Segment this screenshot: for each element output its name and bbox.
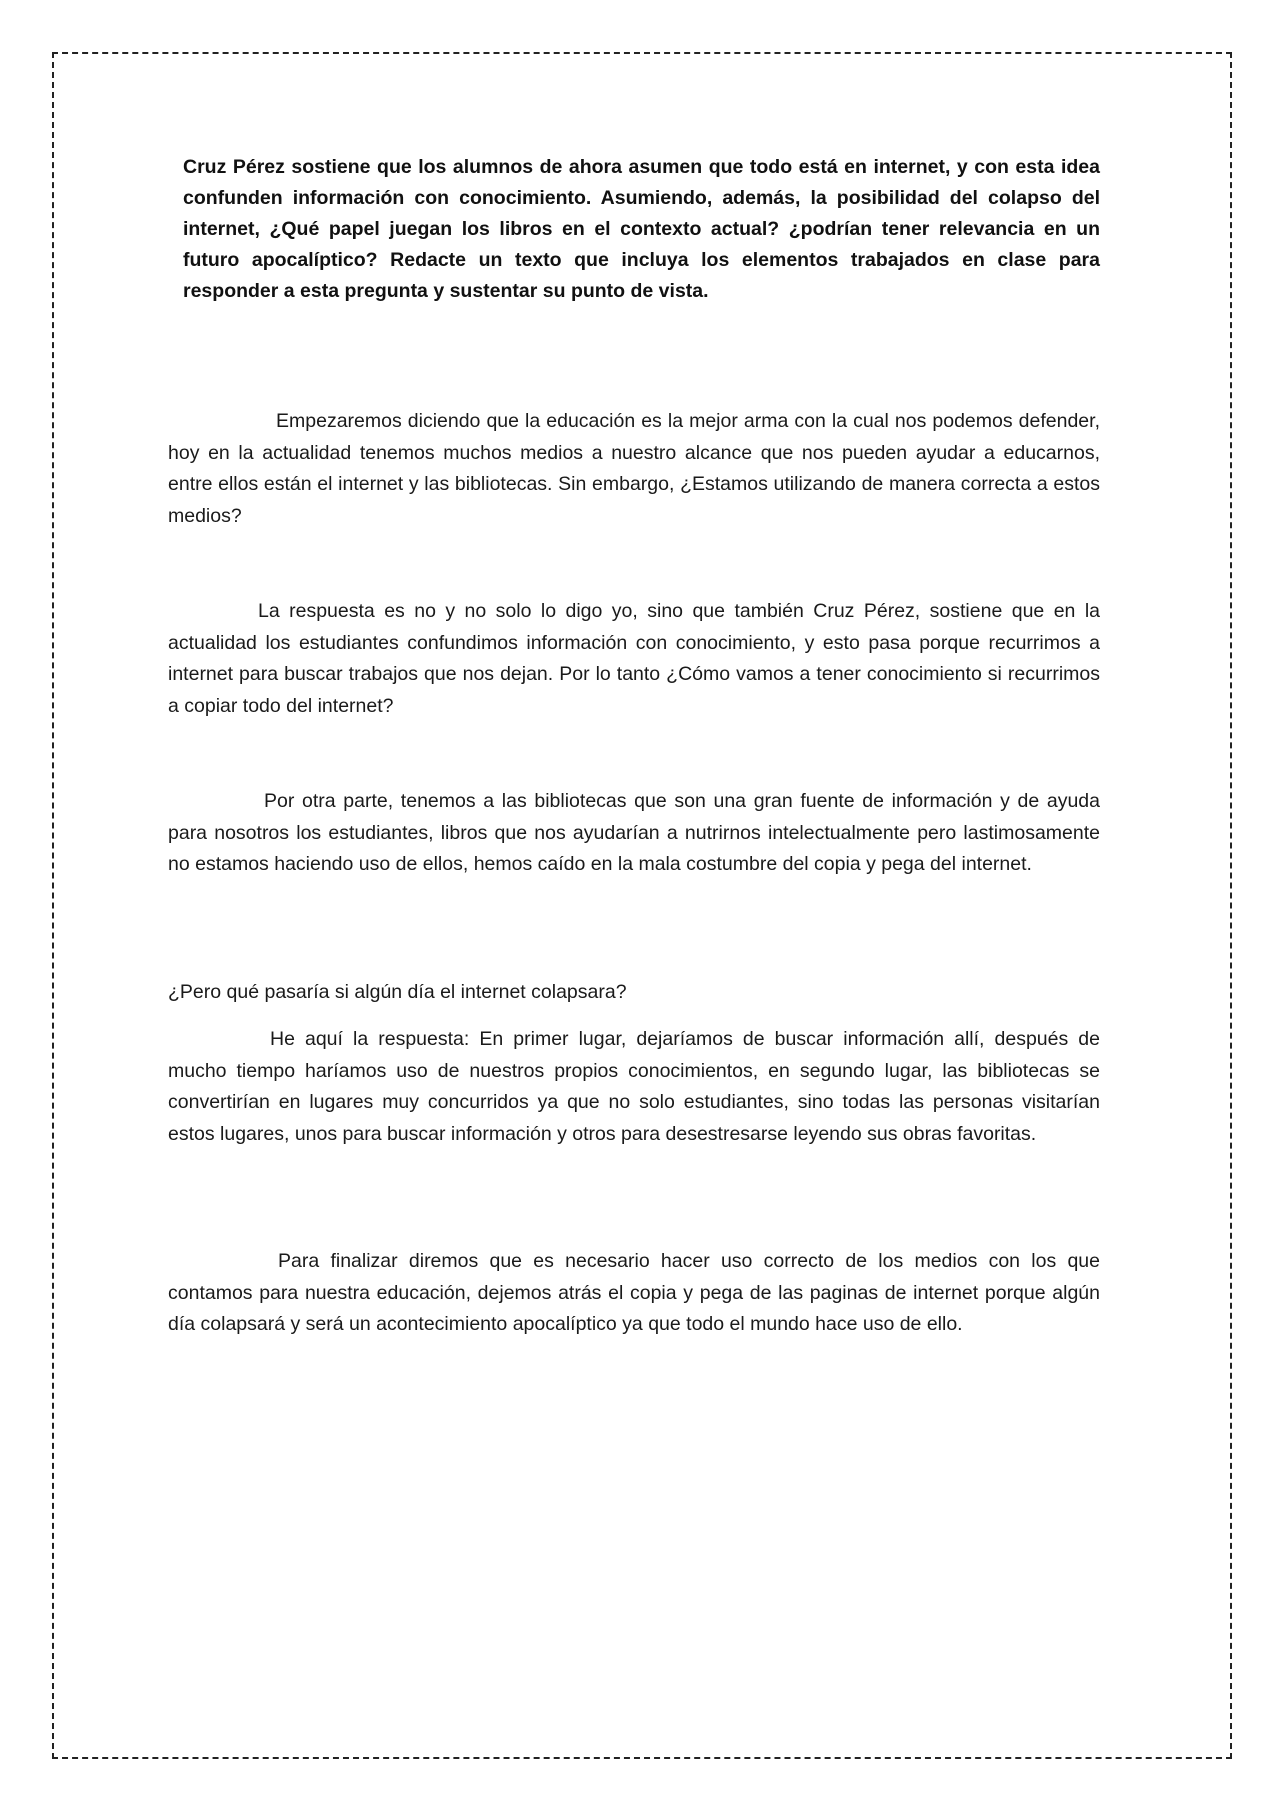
paragraph-conclusion: Para finalizar diremos que es necesario hacer uso correcto de los medios con los que contamos para nuestra educación, dejemos atrás el copia y pega de las paginas de internet porque algún día colapsará y será un acontecimiento apocalíptico ya que todo el mundo hace uso de ello. — [168, 1250, 1100, 1335]
paragraph-answer: La respuesta es no y no solo lo digo yo, sino que también Cruz Pérez, sostiene que en la actualidad los estudiantes confundimos información con conocimiento, y esto pasa porque recurrimos a internet para buscar trabajos que nos dejan. Por lo tanto ¿Cómo vamos a tener conocimiento si recurrimos a copiar todo del internet? — [168, 600, 1100, 717]
paragraph-libraries: Por otra parte, tenemos a las bibliotecas que son una gran fuente de información y de ayuda para nosotros los estudiantes, libros que nos ayudarían a nutrirnos intelectualmente pero lastimosamente no estamos haciendo uso de ellos, hemos caído en la mala costumbre del copia y pega del internet. — [168, 790, 1100, 875]
paragraph-intro: Empezaremos diciendo que la educación es la mejor arma con la cual nos podemos defender, hoy en la actualidad tenemos muchos medios a nuestro alcance que nos pueden ayudar a educarnos, entre ellos están el internet y las bibliotecas. Sin embargo, ¿Estamos utilizando de manera correcta a estos medios? — [168, 410, 1100, 527]
essay-prompt: Cruz Pérez sostiene que los alumnos de ahora asumen que todo está en internet, y con esta idea confunden información con conocimiento. Asumiendo, además, la posibilidad del colapso del internet, ¿Qué papel juegan los libros en el contexto actual? ¿podrían tener relevancia en un futuro apocalíptico? Redacte un texto que incluya los elementos trabajados en clase para responder a esta pregunta y sustentar su punto de vista. — [183, 156, 1100, 302]
paragraph-question: ¿Pero qué pasaría si algún día el internet colapsara? — [168, 981, 627, 1003]
paragraph-response: He aquí la respuesta: En primer lugar, dejaríamos de buscar información allí, después de mucho tiempo haríamos uso de nuestros propios conocimientos, en segundo lugar, las bibliotecas se convertirían en lugares muy concurridos ya que no solo estudiantes, sino todas las personas visitarían estos lugares, unos para buscar información y otros para desestresarse leyendo sus obras favoritas. — [168, 1028, 1100, 1145]
